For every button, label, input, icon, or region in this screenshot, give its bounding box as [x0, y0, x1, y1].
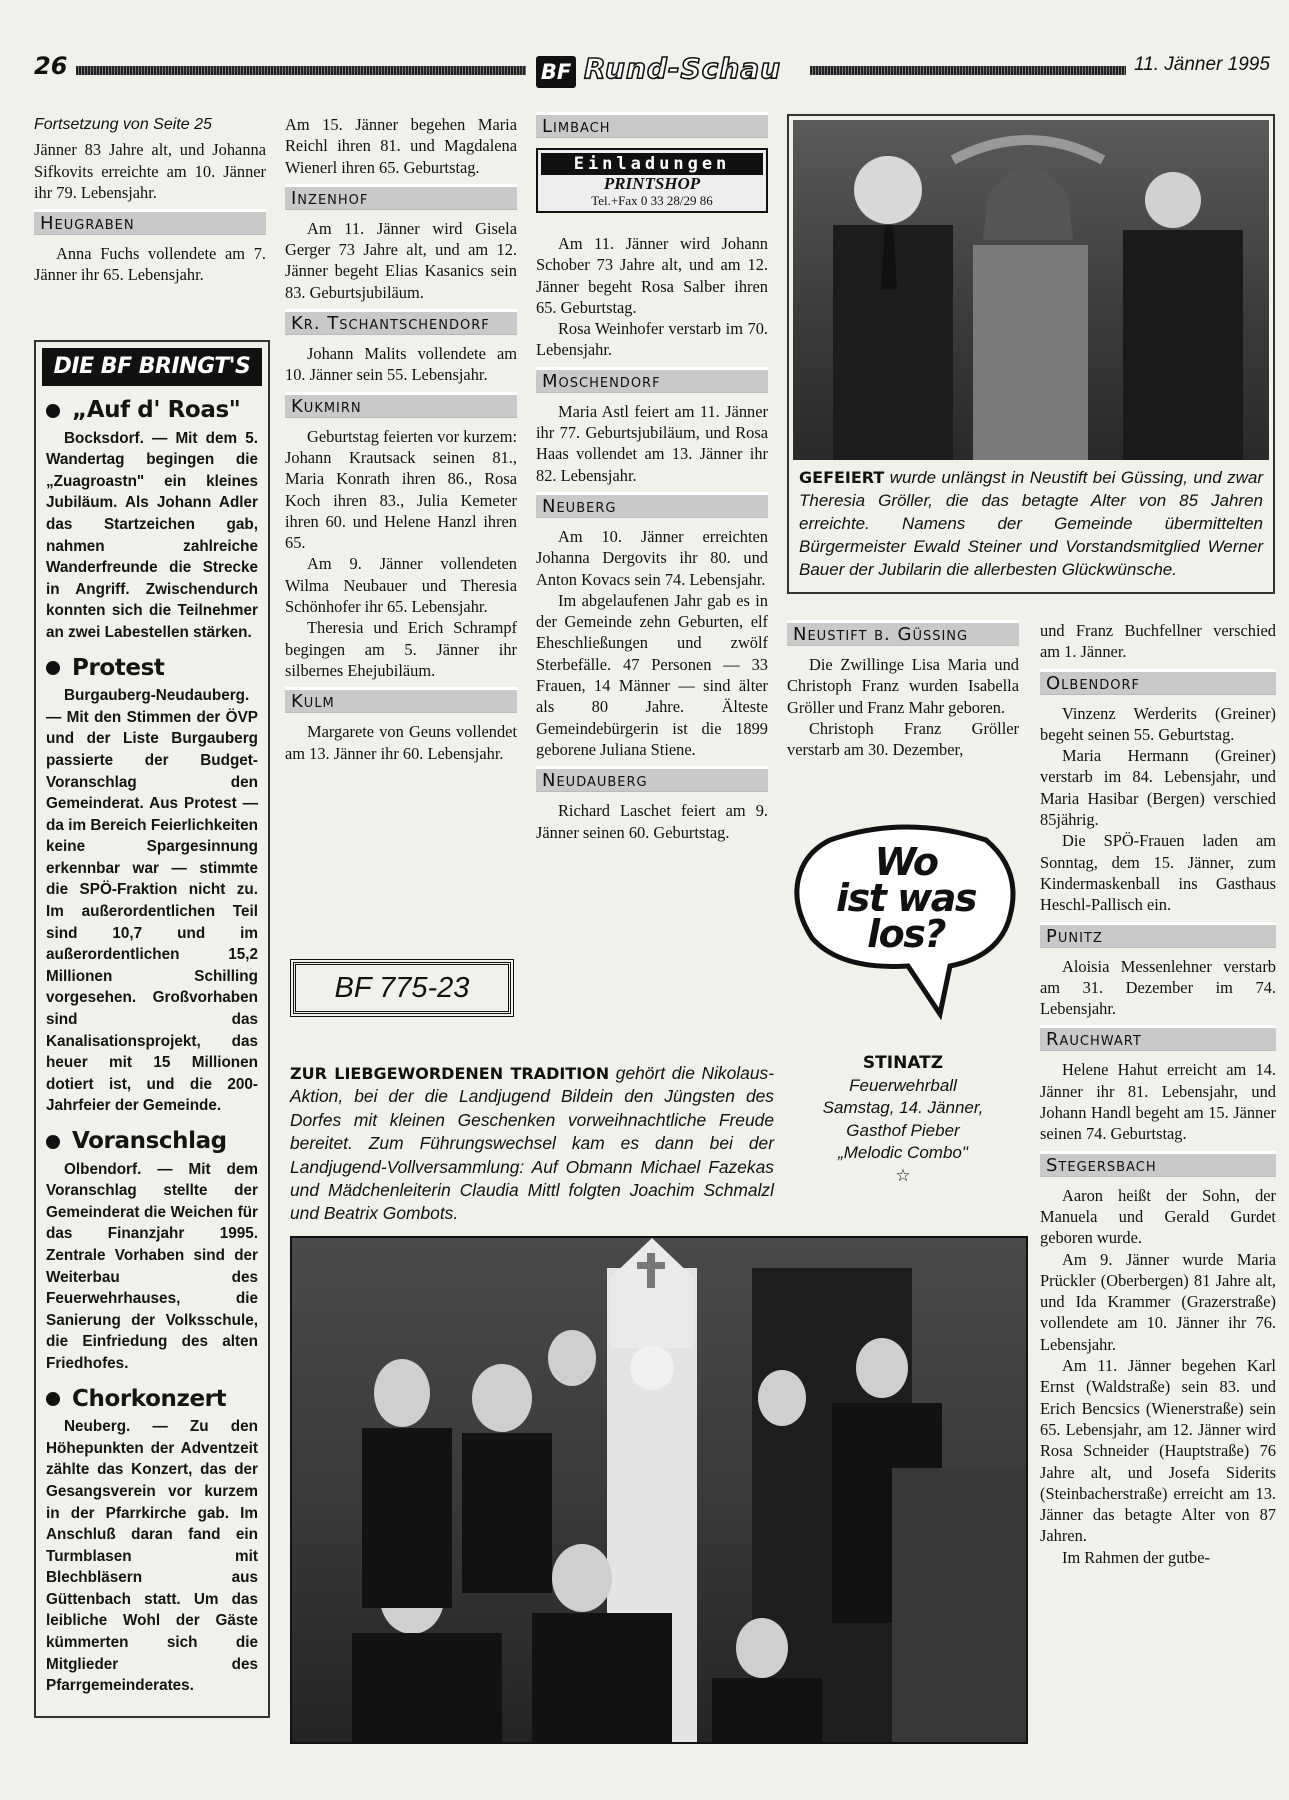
bf-logo: BF — [536, 56, 576, 88]
photo-celebration — [793, 120, 1269, 460]
header-rule-left — [76, 66, 526, 75]
sidebar-heading-text: Chorkonzert — [72, 1385, 227, 1412]
bubble-line: ist was — [836, 876, 976, 920]
section-heading-kulm: Kulm — [285, 687, 517, 713]
section-heading-limbach: Limbach — [536, 112, 768, 138]
event-line: „Melodic Combo" — [838, 1143, 968, 1162]
article-text: Anna Fuchs vollendete am 7. Jänner ihr 65. Lebensjahr. — [34, 244, 266, 285]
sidebar-bf-bringts — [34, 340, 270, 1718]
caption-text: wurde unlängst in Neustift bei Güssing, und zwar Theresia Gröller, die das betagte Alter von 85 Jahren erreichte. Namens der Gemeinde übermittelten Bürgermeister Ewald Steiner und Vorstandsmitglied Werner Bauer der Jubilarin die allerbesten Glückwünsche. — [799, 468, 1263, 579]
article-text: und Franz Buchfellner verschied am 1. Jänner. — [1040, 621, 1276, 662]
photo-nikolaus — [290, 1236, 1028, 1744]
sidebar-content — [46, 397, 258, 1697]
ad-headline: Einladungen — [541, 153, 763, 175]
article-text: Aloisia Messenlehner verstarb am 31. Dezember im 74. Lebensjahr. — [1040, 956, 1276, 1019]
event-line: Feuerwehrball — [849, 1075, 957, 1095]
article-text: Aaron heißt der Sohn, der Manuela und Gerald Gurdet geboren wurde. — [1040, 1185, 1276, 1248]
sidebar-text: Neuberg. — Zu den Höhepunkten der Adventzeit zählte das Konzert, das der Gesangsverein vor kurzem in der Pfarrkirche gab. Im Anschluß daran fand ein Turmblasen mit Blechbläsern aus Güttenbach statt. Um das leibliche Wohl der Gäste kümmerten sich die Mitglieder des Pfarrgemeinderates. — [46, 1418, 258, 1695]
article-text: Jänner 83 Jahre alt, und Johanna Sifkovits erreichte am 10. Jänner ihr 79. Lebensjahr. — [34, 140, 266, 202]
speech-bubble — [790, 820, 1022, 1020]
bullet-icon — [46, 1392, 60, 1406]
section-heading-neudauberg: Neudauberg — [536, 766, 768, 792]
ad-phone: Tel.+Fax 0 33 28/29 86 — [591, 193, 713, 208]
sidebar-heading-text: Protest — [72, 654, 165, 681]
section-heading-olbendorf: Olbendorf — [1040, 669, 1276, 695]
sidebar-text: Olbendorf. — Mit dem Voranschlag stellte der Gemeinderat die Weichen für das Finanzjahr 1995. Zentrale Vorhaben sind der Weiterbau des Feuerwehrhauses, die Sanierung der Volksschule, die Einfriedung des alten Friedhofes. — [46, 1160, 258, 1372]
sidebar-heading-text: „Auf d' Roas" — [72, 397, 241, 423]
section-heading-inzenhof: Inzenhof — [285, 184, 517, 210]
column-5 — [1040, 620, 1276, 1568]
article-text: Am 11. Jänner begehen Karl Ernst (Waldstraße) sein 83. und Erich Bencsics (Wienerstraße) sein 65. Lebensjahr, am 12. Jänner wird Rosa Schneider (Hauptstraße) 76 Jahre alt, und Josefa Siderits (Steinbacherstraße) erreicht am 13. Jänner das betagte Alter von 87 Jahren. — [1040, 1356, 1276, 1546]
continued-note: Fortsetzung von Seite 25 — [34, 116, 212, 133]
article-text: Am 10. Jänner erreichten Johanna Dergovits ihr 80. und Anton Kovacs sein 74. Lebensjahr. — [536, 526, 768, 589]
photo-figures — [793, 120, 1269, 460]
event-place: STINATZ — [862, 1053, 944, 1073]
column-4 — [787, 620, 1019, 760]
article-text: Johann Malits vollendete am 10. Jänner sein 55. Lebensjahr. — [285, 344, 517, 385]
article-text: Maria Hermann (Greiner) verstarb im 84. Lebensjahr, und Maria Hasibar (Bergen) verschied 85jährig. — [1040, 746, 1276, 830]
sidebar-heading — [46, 397, 258, 423]
column-1 — [34, 114, 266, 286]
sidebar-heading-text: Voranschlag — [72, 1128, 227, 1154]
sidebar-title: DIE BF BRINGT'S — [42, 348, 262, 386]
article-text: Am 9. Jänner vollendeten Wilma Neubauer und Theresia Schönhofer ihr 65. Lebensjahr. — [285, 554, 517, 617]
bubble-line: Wo — [874, 840, 938, 884]
article-text: Am 11. Jänner wird Johann Schober 73 Jahre alt, und am 12. Jänner begeht Rosa Salber ihren 65. Geburtstag. — [536, 234, 768, 317]
section-heading-moschendorf: Moschendorf — [536, 367, 768, 393]
column-2 — [285, 114, 517, 764]
masthead-title: Rund-Schau — [584, 52, 782, 85]
sidebar-heading — [46, 654, 258, 681]
bubble-line: los? — [867, 912, 945, 956]
photo-celebration-frame — [787, 114, 1275, 594]
article-text: Margarete von Geuns vollendet am 13. Jänner ihr 60. Lebensjahr. — [285, 722, 517, 763]
event-listing — [787, 1052, 1019, 1187]
bullet-icon — [46, 661, 60, 675]
page-number: 26 — [34, 52, 68, 80]
article-text: Helene Hahut erreicht am 14. Jänner ihr 81. Lebensjahr, und Johann Handl begeht am 15. Jänner seinen 74. Geburtstag. — [1040, 1060, 1276, 1144]
article-text: Geburtstag feierten vor kurzem: Johann Krautsack seinen 81., Maria Konrath ihren 86., Rosa Koch ihren 83., Julia Kemeter ihren 60. und Helene Hanzl ihren 65. — [285, 426, 517, 553]
section-heading-kukmirn: Kukmirn — [285, 392, 517, 418]
section-heading-neuberg: Neuberg — [536, 492, 768, 518]
section-heading-rauchwart: Rauchwart — [1040, 1025, 1276, 1051]
article-text: Richard Laschet feiert am 9. Jänner seinen 60. Geburtstag. — [536, 801, 768, 842]
caption-text: gehört die Nikolaus-Aktion, bei der die Landjugend Bildein den Jüngsten des Dorfes mit kleinen Geschenken vorweihnachtliche Freude bereitet. Zum Führungswechsel kam es dann bei der Landjugend-Vollversammlung: Auf Obmann Michael Fazekas und Mädchenleiterin Claudia Mittl folgten Joachim Schmalzl und Beatrix Gombots. — [290, 1063, 774, 1224]
header-rule-right — [810, 66, 1126, 75]
photo-caption — [793, 460, 1269, 581]
article-text: Christoph Franz Gröller verstarb am 30. Dezember, — [787, 718, 1019, 760]
sidebar-text: Bocksdorf. — Mit dem 5. Wandertag begingen die „Zuagroastn" ein kleines Jubiläum. Als Johann Adler das Startzeichen gab, nahmen zahlreiche Wanderfreunde die Strecke in Angriff. Zwischendurch konnten sich die Teilnehmer an zwei Labestellen stärken. — [46, 429, 258, 641]
article-text: Am 9. Jänner wurde Maria Prückler (Oberbergen) 81 Jahre alt, und Ida Krammer (Grazerstraße) vollendete am 10. Jänner ihr 76. Lebensjahr. — [1040, 1249, 1276, 1354]
bubble-text — [790, 840, 1022, 956]
article-text: Rosa Weinhofer verstarb im 70. Lebensjahr. — [536, 319, 768, 360]
section-heading-neustift: Neustift b. Güssing — [787, 620, 1019, 646]
article-text: Theresia und Erich Schrampf begingen am 5. Jänner ihr silbernes Ehejubiläum. — [285, 618, 517, 680]
photo-nikolaus-figures — [292, 1238, 1026, 1742]
section-heading-kr-tschantschendorf: Kr. Tschantschendorf — [285, 309, 517, 335]
tradition-caption — [290, 1062, 774, 1226]
sidebar-text: Burgauberg-Neudauberg. — Mit den Stimmen der ÖVP und der Liste Burgauberg passierte der Budget-Voranschlag den Gemeinderat. Aus Protest — da im Bereich Feierlichkeiten keine Spargesinnung erkennbar war — stimmte die SPÖ-Fraktion nicht zu. Im außerordentlichen Teil sind 10,7 und im außerordentlichen 15,2 Millionen Schilling vorgesehen. Großvorhaben sind das Kanalisationsprojekt, das heuer mit 15 Millionen dotiert ist, und die 200-Jahrfeier der Gemeinde. — [46, 687, 258, 1115]
article-text: Am 11. Jänner wird Gisela Gerger 73 Jahre alt, und am 12. Jänner begeht Elias Kasanics sein 83. Geburtsjubiläum. — [285, 218, 517, 302]
section-heading-stegersbach: Stegersbach — [1040, 1151, 1276, 1177]
bullet-icon — [46, 404, 60, 418]
sidebar-heading — [46, 1385, 258, 1412]
caption-lead: GEFEIERT — [799, 468, 885, 487]
article-text: Maria Astl feiert am 11. Jänner ihr 77. Geburtsjubiläum, und Rosa Haas vollendet am 13. Jänner ihr 82. Lebensjahr. — [536, 401, 768, 485]
sidebar-heading — [46, 1128, 258, 1154]
event-line: Samstag, 14. Jänner, — [822, 1098, 984, 1117]
article-text: Vinzenz Werderits (Greiner) begeht seinen 55. Geburtstag. — [1040, 703, 1276, 744]
article-text: Im Rahmen der gutbe- — [1062, 1547, 1210, 1567]
article-text: Am 15. Jänner begehen Maria Reichl ihren 81. und Magdalena Wienerl ihren 65. Geburtstag. — [285, 115, 517, 177]
article-text: Im abgelaufenen Jahr gab es in der Gemeinde zehn Geburten, elf Eheschließungen und zwölf Sterbefälle. 47 Personen — 33 Frauen, 14 Männer — sind älter als 80 Jahre. Älteste Gemeindebürgerin ist die 1899 geborene Juliana Stiene. — [536, 590, 768, 759]
article-text: Die SPÖ-Frauen laden am Sonntag, dem 15. Jänner, zum Kindermaskenball ins Gasthaus Heschl-Pallisch ein. — [1040, 831, 1276, 915]
page-header — [34, 52, 1270, 92]
ad-printshop: PRINTSHOP — [603, 174, 701, 193]
article-text: Die Zwillinge Lisa Maria und Christoph Franz wurden Isabella Gröller und Franz Mahr geboren. — [787, 655, 1019, 717]
column-3 — [536, 108, 768, 843]
caption-lead: ZUR LIEBGEWORDENEN TRADITION — [290, 1064, 610, 1083]
event-line: Gasthof Pieber — [846, 1120, 960, 1140]
star-icon: ☆ — [895, 1165, 911, 1185]
section-heading-punitz: Punitz — [1040, 922, 1276, 948]
section-heading-heugraben: Heugraben — [34, 209, 266, 235]
issue-date: 11. Jänner 1995 — [1134, 54, 1270, 75]
printshop-ad — [536, 148, 768, 213]
bullet-icon — [46, 1135, 60, 1149]
code-box: BF 775-23 — [293, 962, 511, 1014]
